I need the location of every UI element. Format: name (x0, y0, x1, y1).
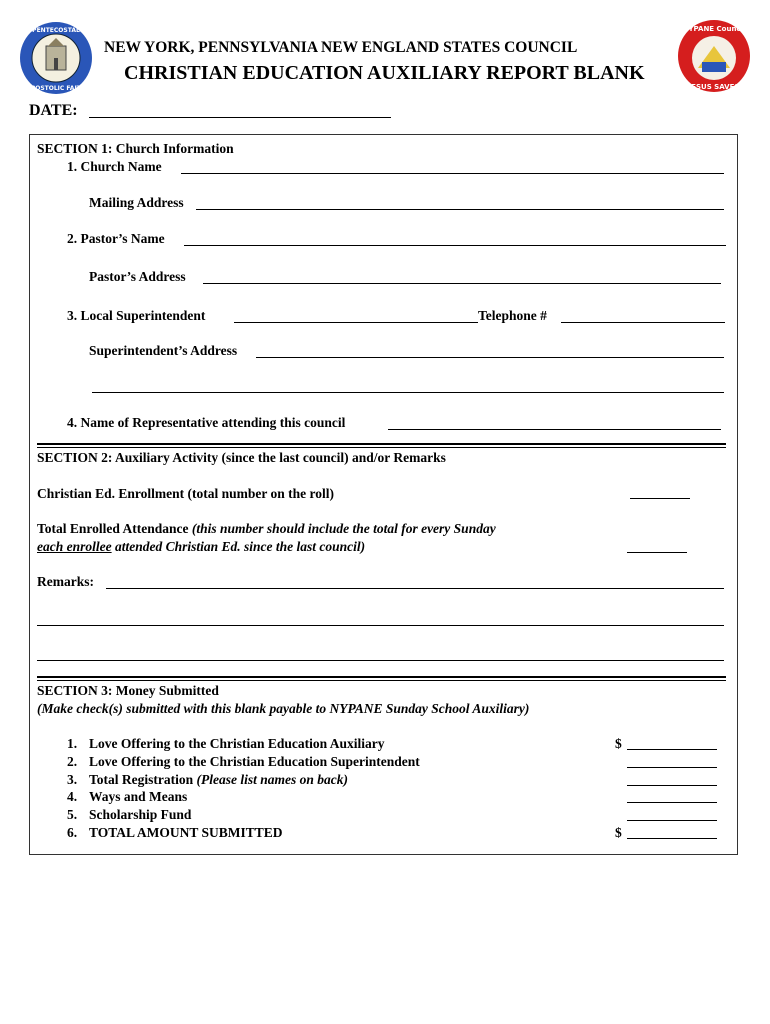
attendance-note-rest: attended Christian Ed. since the last council) (111, 539, 366, 554)
superintendent-address-field-2[interactable] (92, 392, 724, 393)
money-item-label (89, 772, 348, 788)
amount-field[interactable] (627, 749, 717, 750)
church-name-field[interactable] (181, 173, 724, 174)
svg-text:APOSTOLIC FAITH: APOSTOLIC FAITH (26, 85, 86, 92)
remarks-label: Remarks: (37, 574, 94, 589)
money-item-label-text: Love Offering to the Christian Education Auxiliary (89, 736, 385, 751)
money-item-label (89, 754, 420, 770)
church-name-label: 1. Church Name (67, 159, 162, 174)
representative-field[interactable] (388, 429, 721, 430)
section3-note: (Make check(s) submitted with this blank payable to NYPANE Sunday School Auxiliary) (37, 701, 530, 716)
church-seal-icon (18, 20, 94, 96)
currency-sign: $ (615, 825, 622, 840)
enrollment-label: Christian Ed. Enrollment (total number on the roll) (37, 486, 335, 501)
superintendent-address-field[interactable] (256, 357, 724, 358)
telephone-field[interactable] (561, 322, 725, 323)
money-item-label-text: Ways and Means (89, 789, 188, 804)
money-item-label-text: Scholarship Fund (89, 807, 192, 822)
representative-label: 4. Name of Representative attending this council (67, 415, 346, 430)
section2-heading: SECTION 2: Auxiliary Activity (since the last council) and/or Remarks (37, 450, 446, 465)
money-item-label-text: TOTAL AMOUNT SUBMITTED (89, 825, 283, 840)
money-item-label (89, 825, 283, 841)
telephone-label: Telephone # (478, 308, 547, 323)
attendance-note: (this number should include the total for every Sunday (191, 521, 496, 536)
enrollment-field[interactable] (630, 498, 690, 499)
date-field[interactable] (89, 117, 391, 118)
svg-text:NYPANE Council: NYPANE Council (682, 25, 746, 33)
pastor-address-field[interactable] (203, 283, 721, 284)
pastor-name-label: 2. Pastor’s Name (67, 231, 165, 246)
money-item-number: 3. (67, 772, 78, 787)
remarks-field-2[interactable] (37, 625, 724, 626)
money-item-label (89, 789, 187, 805)
attendance-note-enrollee: each enrollee (37, 539, 112, 554)
money-item-label-note: (Please list names on back) (196, 772, 348, 787)
attendance-label-text: Total Enrolled Attendance (37, 521, 189, 536)
money-item-number: 6. (67, 825, 78, 840)
money-item-number: 2. (67, 754, 78, 769)
amount-field[interactable] (627, 820, 717, 821)
amount-field[interactable] (627, 767, 717, 768)
money-item-label (89, 807, 191, 823)
local-superintendent-field[interactable] (234, 322, 478, 323)
attendance-label (37, 521, 496, 537)
remarks-field-1[interactable] (106, 588, 724, 589)
local-superintendent-label: 3. Local Superintendent (67, 308, 206, 323)
pastor-address-label: Pastor’s Address (89, 269, 186, 284)
section-divider (37, 676, 726, 681)
amount-field[interactable] (627, 785, 717, 786)
council-name: NEW YORK, PENNSYLVANIA NEW ENGLAND STATES COUNCIL (104, 39, 578, 56)
mailing-address-label: Mailing Address (89, 195, 184, 210)
amount-field[interactable] (627, 802, 717, 803)
page-title: CHRISTIAN EDUCATION AUXILIARY REPORT BLANK (124, 62, 645, 84)
money-item-label-text: Love Offering to the Christian Education Superintendent (89, 754, 420, 769)
svg-text:JESUS SAVES: JESUS SAVES (688, 83, 740, 91)
money-item-number: 4. (67, 789, 78, 804)
attendance-field[interactable] (627, 552, 687, 553)
currency-sign: $ (615, 736, 622, 751)
mailing-address-field[interactable] (196, 209, 724, 210)
section1-heading: SECTION 1: Church Information (37, 141, 234, 156)
money-item-label (89, 736, 385, 752)
section-divider (37, 443, 726, 448)
money-item-label-text: Total Registration (89, 772, 197, 787)
council-seal-icon (676, 18, 752, 94)
money-item-number: 5. (67, 807, 78, 822)
pastor-name-field[interactable] (184, 245, 726, 246)
date-label: DATE: (29, 102, 78, 119)
superintendent-address-label: Superintendent’s Address (89, 343, 238, 358)
section3-heading: SECTION 3: Money Submitted (37, 683, 219, 698)
attendance-note-line2 (37, 539, 365, 555)
amount-field[interactable] (627, 838, 717, 839)
remarks-field-3[interactable] (37, 660, 724, 661)
money-item-number: 1. (67, 736, 78, 751)
svg-text:PENTECOSTAL: PENTECOSTAL (32, 27, 80, 34)
